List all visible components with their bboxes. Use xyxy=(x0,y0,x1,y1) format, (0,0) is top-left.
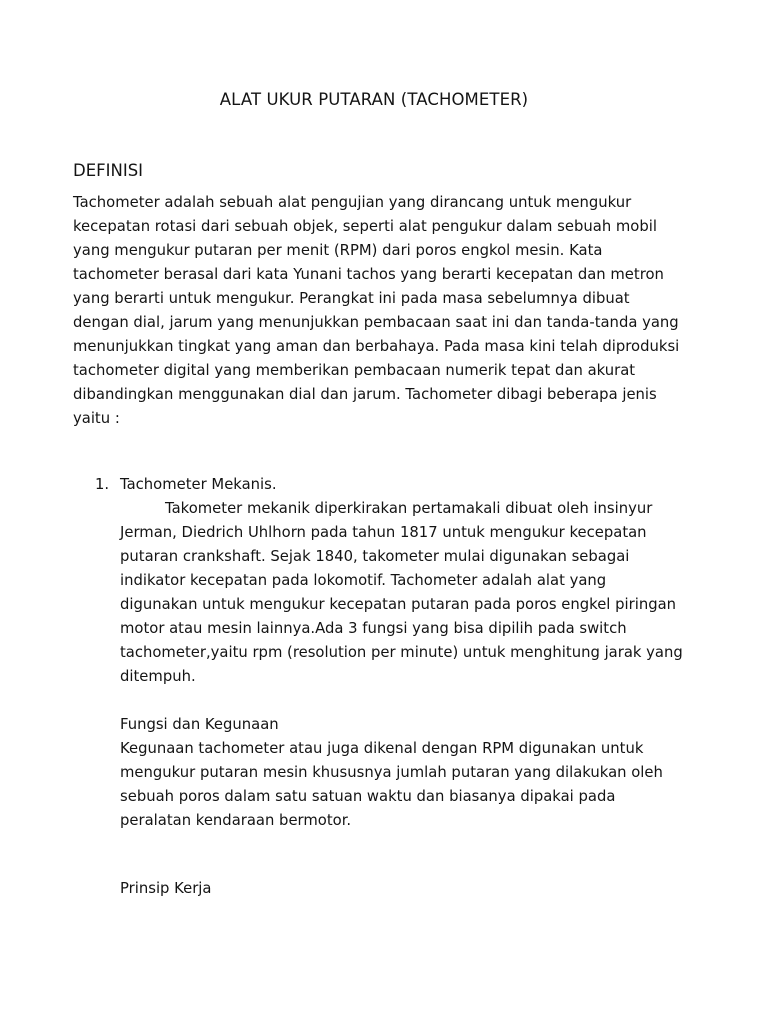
fungsi-section xyxy=(120,713,680,833)
mekanis-paragraph xyxy=(120,497,683,689)
list-item-number: 1. xyxy=(95,476,110,493)
subsection-heading-prinsip: Prinsip Kerja xyxy=(120,880,212,897)
paragraph-line: putaran crankshaft. Sejak 1840, takometer mulai digunakan sebagai xyxy=(120,548,630,565)
paragraph-line: digunakan untuk mengukur kecepatan putaran pada poros engkel piringan xyxy=(120,596,677,613)
prinsip-section xyxy=(120,877,680,901)
paragraph-line: yaitu : xyxy=(73,410,120,427)
paragraph-line: Tachometer adalah sebuah alat pengujian yang dirancang untuk mengukur xyxy=(73,194,632,211)
paragraph-line: ditempuh. xyxy=(120,668,196,685)
paragraph-line: dibandingkan menggunakan dial dan jarum. Tachometer dibagi beberapa jenis xyxy=(73,386,657,403)
paragraph-line: motor atau mesin lainnya.Ada 3 fungsi yang bisa dipilih pada switch xyxy=(120,620,627,637)
subsection-heading-fungsi: Fungsi dan Kegunaan xyxy=(120,716,279,733)
paragraph-line: sebuah poros dalam satu satuan waktu dan biasanya dipakai pada xyxy=(120,788,616,805)
paragraph-line: yang berarti untuk mengukur. Perangkat ini pada masa sebelumnya dibuat xyxy=(73,290,630,307)
paragraph-line: peralatan kendaraan bermotor. xyxy=(120,812,352,829)
paragraph-line: tachometer digital yang memberikan pembacaan numerik tepat dan akurat xyxy=(73,362,636,379)
paragraph-line: tachometer berasal dari kata Yunani tachos yang berarti kecepatan dan metron xyxy=(73,266,664,283)
paragraph-line: Takometer mekanik diperkirakan pertamakali dibuat oleh insinyur xyxy=(165,500,653,517)
list-item-title: Tachometer Mekanis. xyxy=(120,476,277,493)
definition-paragraph xyxy=(73,191,680,431)
section-heading-definisi: DEFINISI xyxy=(73,161,144,180)
paragraph-line: Jerman, Diedrich Uhlhorn pada tahun 1817 untuk mengukur kecepatan xyxy=(120,524,647,541)
paragraph-line: yang mengukur putaran per menit (RPM) dari poros engkol mesin. Kata xyxy=(73,242,603,259)
document-title: ALAT UKUR PUTARAN (TACHOMETER) xyxy=(219,90,529,109)
paragraph-line: menunjukkan tingkat yang aman dan berbahaya. Pada masa kini telah diproduksi xyxy=(73,338,680,355)
paragraph-line: mengukur putaran mesin khususnya jumlah putaran yang dilakukan oleh xyxy=(120,764,663,781)
paragraph-line: kecepatan rotasi dari sebuah objek, seperti alat pengukur dalam sebuah mobil xyxy=(73,218,657,235)
paragraph-line: dengan dial, jarum yang menunjukkan pembacaan saat ini dan tanda-tanda yang xyxy=(73,314,679,331)
paragraph-line: indikator kecepatan pada lokomotif. Tachometer adalah alat yang xyxy=(120,572,607,589)
paragraph-line: Kegunaan tachometer atau juga dikenal dengan RPM digunakan untuk xyxy=(120,740,644,757)
paragraph-line: tachometer,yaitu rpm (resolution per minute) untuk menghitung jarak yang xyxy=(120,644,683,661)
